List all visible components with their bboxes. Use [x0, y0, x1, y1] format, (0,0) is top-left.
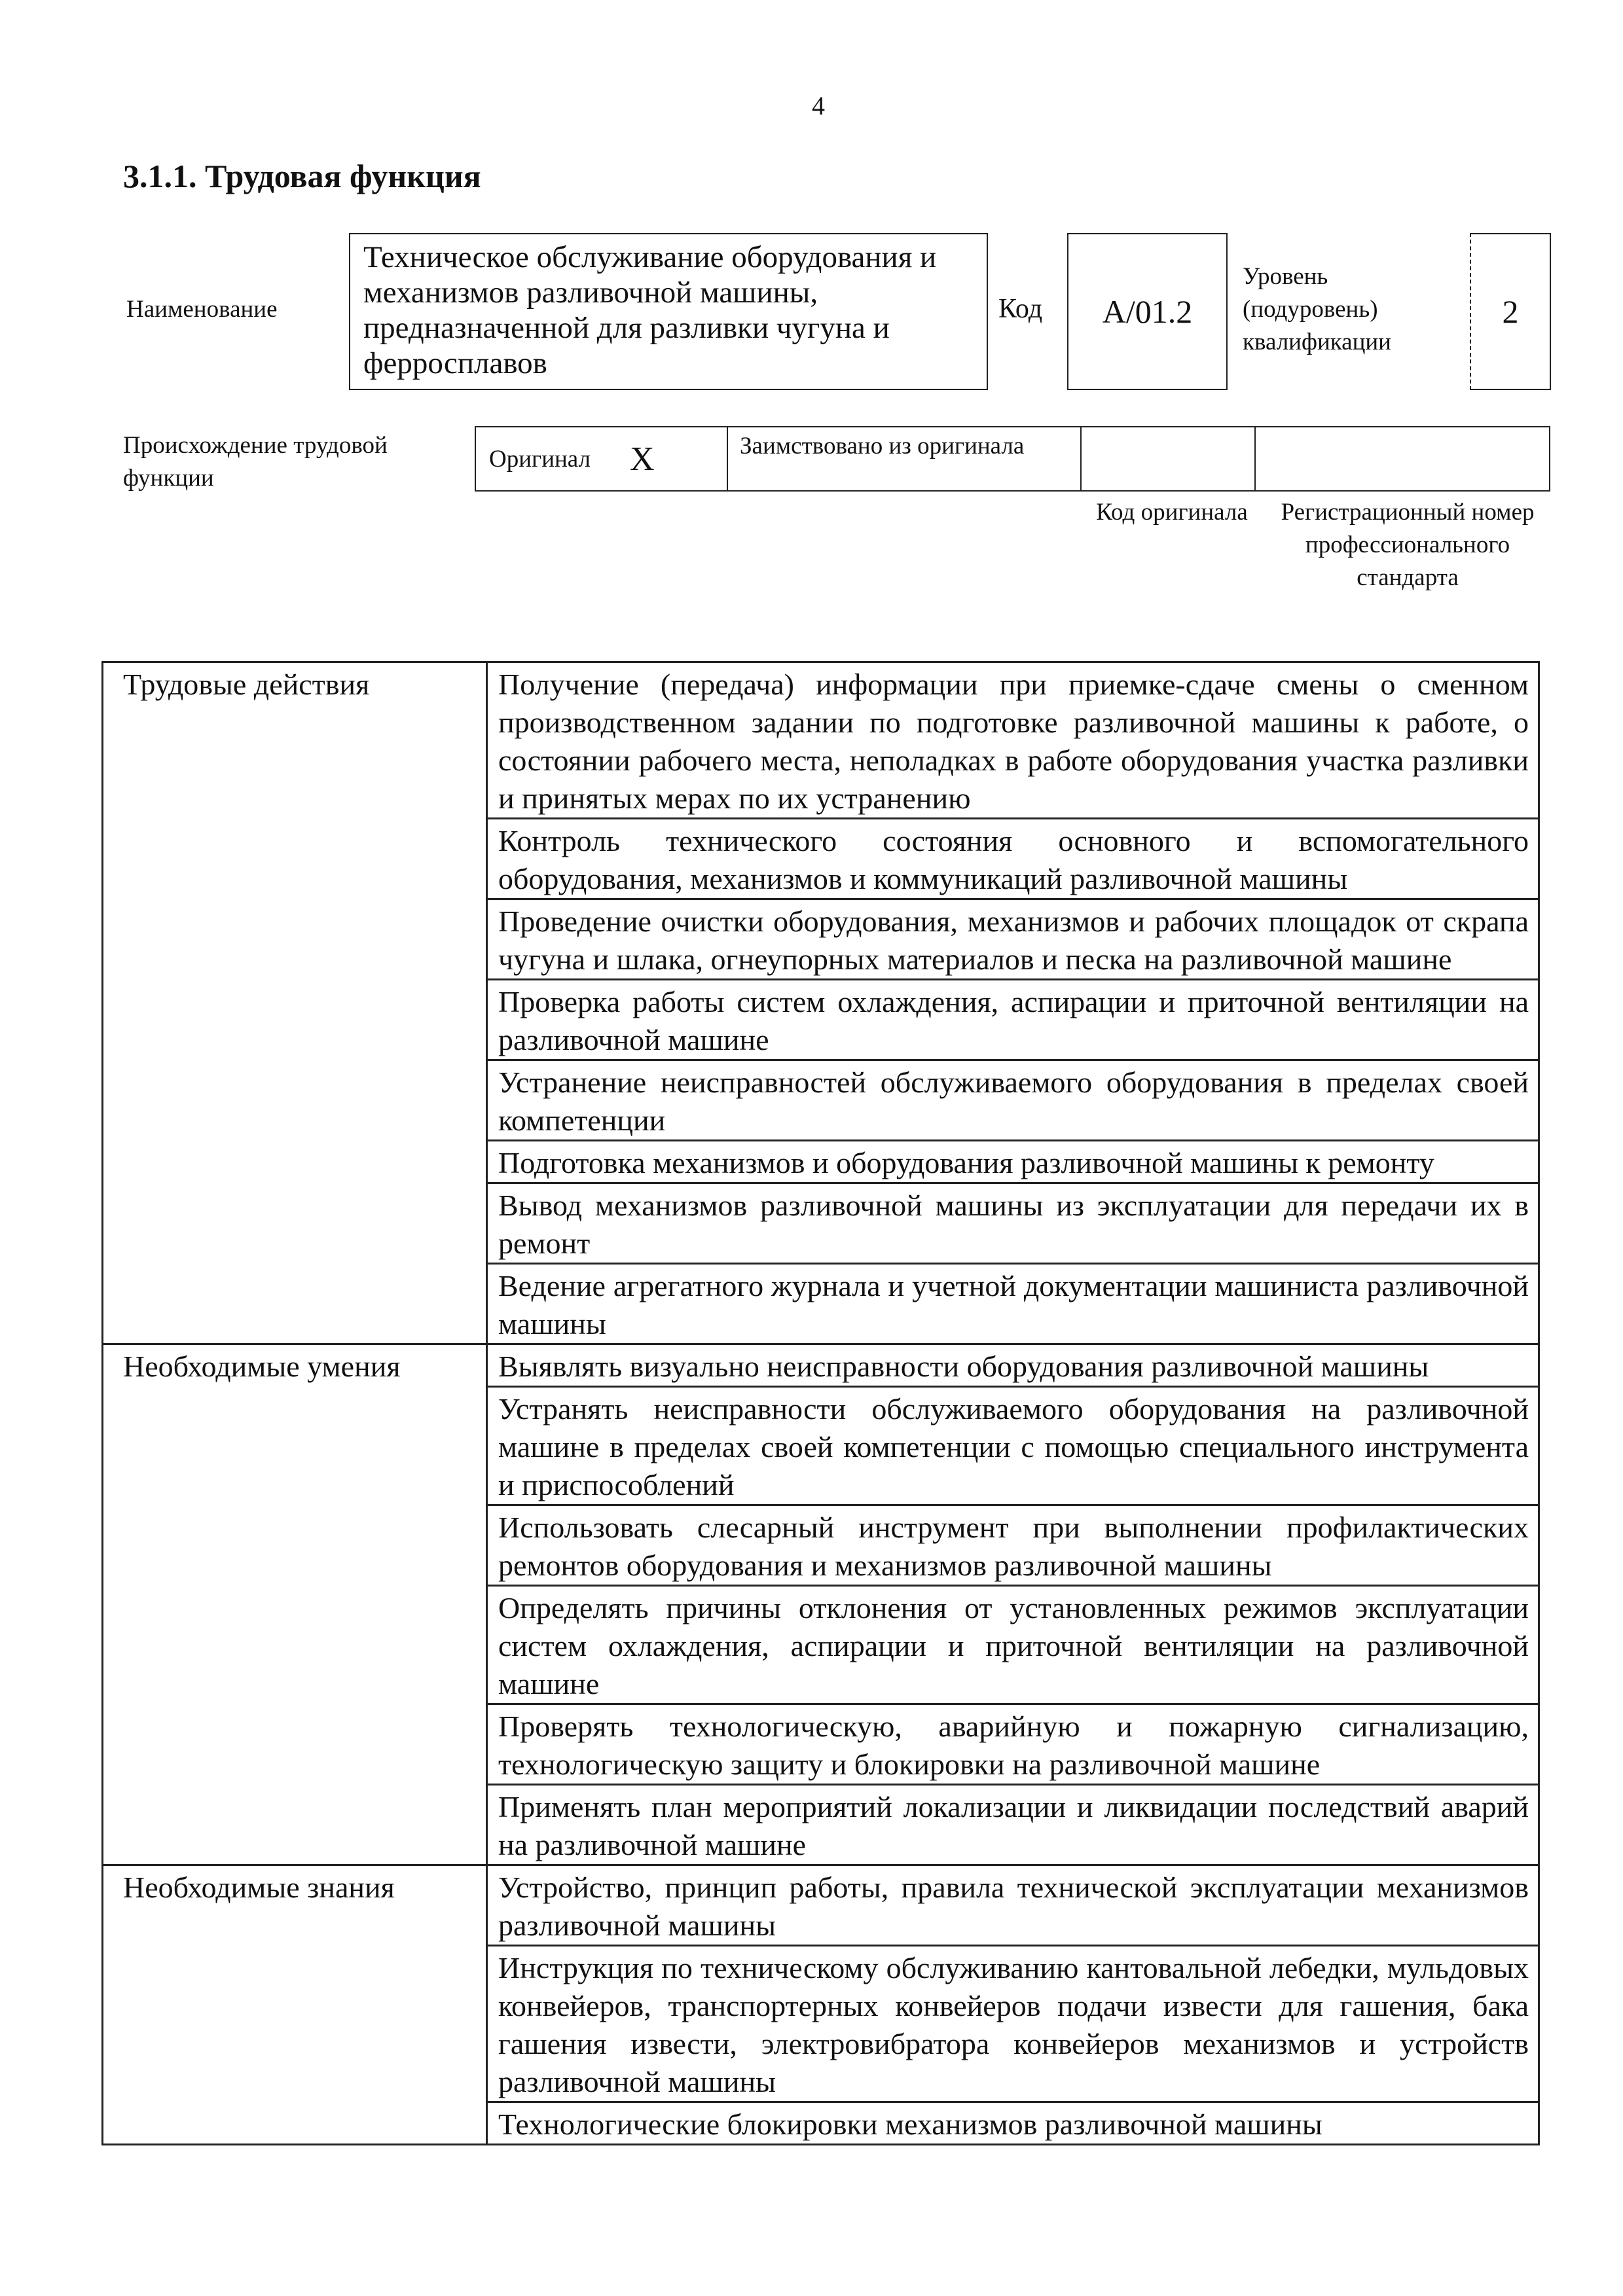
section-item-cell: Проверять технологическую, аварийную и пожарную сигнализацию, технологическую защиту и блокировки на разливочной машине: [487, 1704, 1539, 1785]
section-item-cell: Подготовка механизмов и оборудования разливочной машины к ремонту: [487, 1141, 1539, 1183]
section-item-cell: Определять причины отклонения от установленных режимов эксплуатации систем охлаждения, аспирации и приточной вентиляции на разливочной машине: [487, 1586, 1539, 1704]
section-item-cell: Устранять неисправности обслуживаемого оборудования на разливочной машине в пределах своей компетенции с помощью специального инструмента и приспособлений: [487, 1387, 1539, 1505]
section-item-cell: Проведение очистки оборудования, механизмов и рабочих площадок от скрапа чугуна и шлака, огнеупорных материалов и песка на разливочной машине: [487, 899, 1539, 980]
section-item-cell: Получение (передача) информации при приемке-сдаче смены о сменном производственном задании по подготовке разливочной машины к работе, о состоянии рабочего места, неполадках в работе оборудования участка разливки и принятых мерах по их устранению: [487, 662, 1539, 819]
section-item-cell: Проверка работы систем охлаждения, аспирации и приточной вентиляции на разливочной машине: [487, 980, 1539, 1060]
table-row: [103, 1865, 1539, 1946]
qualification-level-label: [1243, 260, 1439, 359]
name-label: Наименование: [126, 296, 278, 323]
origin-code-cell: [1082, 426, 1256, 492]
page-number: 4: [812, 91, 825, 120]
origin-original-mark: X: [630, 440, 655, 478]
table-row: [103, 662, 1539, 819]
function-code-box: А/01.2: [1067, 233, 1228, 390]
section-title-cell: Необходимые знания: [103, 1865, 487, 2145]
section-item-cell: Вывод механизмов разливочной машины из эксплуатации для передачи их в ремонт: [487, 1183, 1539, 1264]
origin-reg-number-cell: [1256, 426, 1550, 492]
origin-row: [475, 426, 1550, 492]
section-item-cell: Применять план мероприятий локализации и ликвидации последствий аварий на разливочной машине: [487, 1785, 1539, 1865]
origin-code-caption: Код оригинала: [1096, 499, 1248, 526]
section-title-cell: Необходимые умения: [103, 1344, 487, 1865]
section-item-cell: Ведение агрегатного журнала и учетной документации машиниста разливочной машины: [487, 1264, 1539, 1344]
section-title-cell: Трудовые действия: [103, 662, 487, 1344]
section-title: 3.1.1. Трудовая функция: [123, 158, 481, 194]
section-item-cell: Использовать слесарный инструмент при выполнении профилактических ремонтов оборудования и механизмов разливочной машины: [487, 1505, 1539, 1586]
qualification-level-label-text: Уровень (подуровень) квалификации: [1243, 263, 1391, 355]
section-item-cell: Выявлять визуально неисправности оборудования разливочной машины: [487, 1344, 1539, 1387]
section-item-cell: Контроль технического состояния основного и вспомогательного оборудования, механизмов и коммуникаций разливочной машины: [487, 819, 1539, 899]
table-row: [103, 1344, 1539, 1387]
function-name-box: Техническое обслуживание оборудования и механизмов разливочной машины, предназначенной для разливки чугуна и ферросплавов: [349, 233, 988, 390]
section-item-cell: Устройство, принцип работы, правила технической эксплуатации механизмов разливочной машины: [487, 1865, 1539, 1946]
origin-original-cell: [475, 426, 728, 492]
origin-borrowed-cell: Заимствовано из оригинала: [728, 426, 1082, 492]
section-item-cell: Устранение неисправностей обслуживаемого оборудования в пределах своей компетенции: [487, 1060, 1539, 1141]
qualification-level-box: 2: [1470, 233, 1551, 390]
origin-label: Происхождение трудовой функции: [123, 432, 388, 492]
function-details-table: [101, 661, 1540, 2145]
section-item-cell: Технологические блокировки механизмов разливочной машины: [487, 2102, 1539, 2145]
origin-reg-caption: Регистрационный номер профессионального стандарта: [1281, 499, 1535, 591]
origin-original-label: Оригинал: [489, 445, 591, 473]
code-label: Код: [998, 294, 1043, 324]
section-item-cell: Инструкция по техническому обслуживанию кантовальной лебедки, мульдовых конвейеров, транспортерных конвейеров подачи извести для гашения, бака гашения извести, электровибратора конвейеров механизмов и устройств разливочной машины: [487, 1946, 1539, 2102]
